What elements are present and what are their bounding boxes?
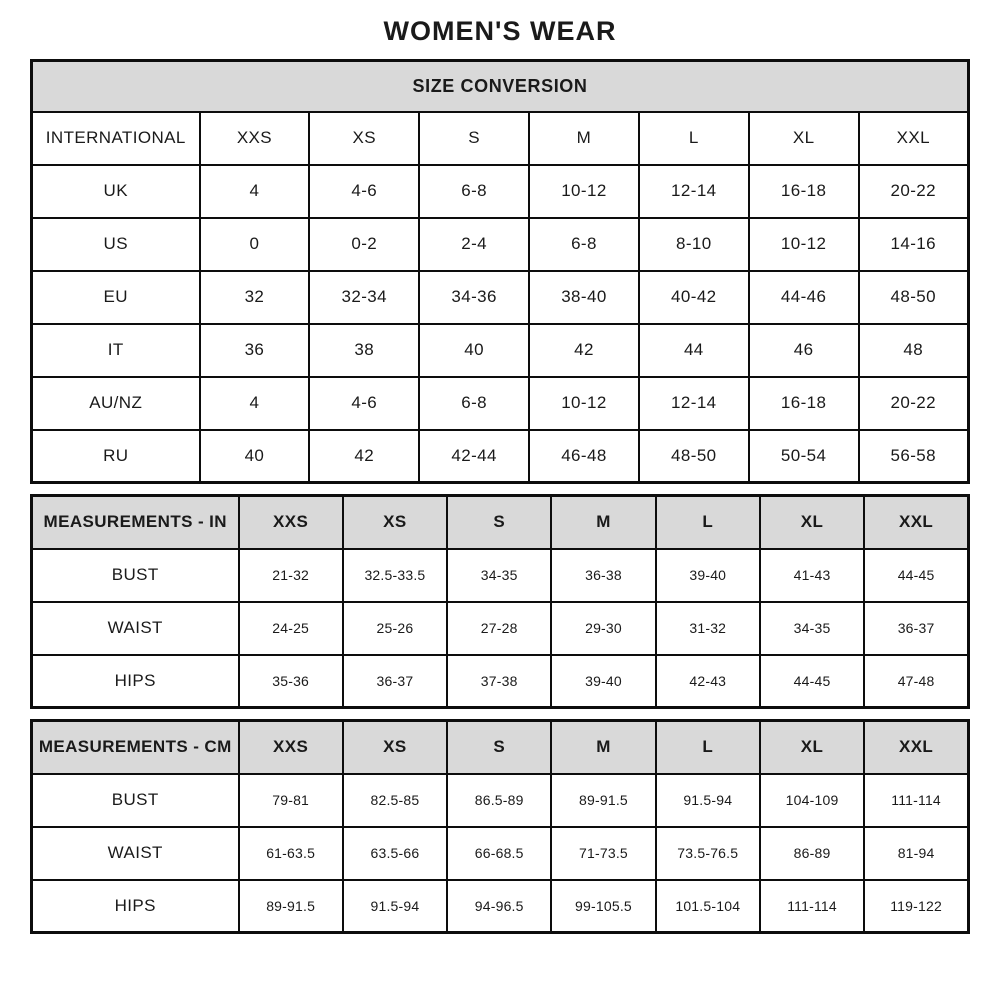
value-cell: 89-91.5 [551,774,655,827]
value-cell: 12-14 [639,377,749,430]
value-cell: 16-18 [749,165,859,218]
table-row [32,827,969,880]
value-cell: 40 [419,324,529,377]
value-cell: 14-16 [859,218,969,271]
value-cell: 101.5-104 [656,880,760,933]
row-label: WAIST [32,827,239,880]
value-cell: 21-32 [239,549,343,602]
value-cell: 0 [200,218,310,271]
header-label: MEASUREMENTS - IN [32,496,239,549]
value-cell: 89-91.5 [239,880,343,933]
value-cell: 38-40 [529,271,639,324]
value-cell: 61-63.5 [239,827,343,880]
table-row [32,271,969,324]
value-cell: 29-30 [551,602,655,655]
value-cell: 119-122 [864,880,968,933]
table-title-row [32,61,969,112]
value-cell: XS [309,112,419,165]
value-cell: 36-37 [864,602,968,655]
value-cell: 34-35 [447,549,551,602]
value-cell: 38 [309,324,419,377]
value-cell: 20-22 [859,165,969,218]
header-label: MEASUREMENTS - CM [32,721,239,774]
value-cell: 46-48 [529,430,639,483]
value-cell: 34-35 [760,602,864,655]
row-label: US [32,218,200,271]
value-cell: 8-10 [639,218,749,271]
value-cell: 2-4 [419,218,529,271]
value-cell: 25-26 [343,602,447,655]
value-cell: 111-114 [760,880,864,933]
value-cell: 82.5-85 [343,774,447,827]
header-size-cell: L [656,496,760,549]
header-size-cell: XXS [239,496,343,549]
value-cell: 40 [200,430,310,483]
value-cell: 86-89 [760,827,864,880]
page-title: WOMEN'S WEAR [383,16,617,46]
value-cell: 42-44 [419,430,529,483]
value-cell: 39-40 [551,655,655,708]
table-header-row [32,496,969,549]
row-label: RU [32,430,200,483]
table-row [32,324,969,377]
value-cell: 111-114 [864,774,968,827]
row-label: EU [32,271,200,324]
value-cell: 36-37 [343,655,447,708]
value-cell: 36 [200,324,310,377]
value-cell: XXS [200,112,310,165]
row-label: BUST [32,549,239,602]
value-cell: 63.5-66 [343,827,447,880]
value-cell: 4 [200,377,310,430]
value-cell: 42 [529,324,639,377]
value-cell: L [639,112,749,165]
value-cell: 32.5-33.5 [343,549,447,602]
table-row [32,549,969,602]
row-label: WAIST [32,602,239,655]
value-cell: 42-43 [656,655,760,708]
value-cell: 81-94 [864,827,968,880]
value-cell: 6-8 [529,218,639,271]
header-size-cell: M [551,721,655,774]
value-cell: 4-6 [309,165,419,218]
value-cell: XL [749,112,859,165]
value-cell: 48-50 [859,271,969,324]
row-label: HIPS [32,655,239,708]
value-cell: 6-8 [419,377,529,430]
table-row [32,218,969,271]
value-cell: 56-58 [859,430,969,483]
value-cell: 66-68.5 [447,827,551,880]
value-cell: S [419,112,529,165]
value-cell: 36-38 [551,549,655,602]
header-size-cell: XXL [864,496,968,549]
table-row [32,430,969,483]
value-cell: 44-45 [760,655,864,708]
header-size-cell: M [551,496,655,549]
header-size-cell: L [656,721,760,774]
value-cell: 40-42 [639,271,749,324]
value-cell: 10-12 [529,165,639,218]
header-size-cell: XL [760,721,864,774]
table-row [32,165,969,218]
value-cell: 32-34 [309,271,419,324]
value-cell: 104-109 [760,774,864,827]
measurements-in-table [30,494,970,709]
value-cell: 71-73.5 [551,827,655,880]
value-cell: 79-81 [239,774,343,827]
value-cell: 86.5-89 [447,774,551,827]
value-cell: 48 [859,324,969,377]
value-cell: 16-18 [749,377,859,430]
row-label: BUST [32,774,239,827]
header-size-cell: S [447,721,551,774]
value-cell: 12-14 [639,165,749,218]
value-cell: 46 [749,324,859,377]
value-cell: 73.5-76.5 [656,827,760,880]
header-size-cell: XS [343,721,447,774]
value-cell: 37-38 [447,655,551,708]
value-cell: 4 [200,165,310,218]
header-size-cell: XL [760,496,864,549]
value-cell: 10-12 [529,377,639,430]
value-cell: 91.5-94 [343,880,447,933]
value-cell: 94-96.5 [447,880,551,933]
header-size-cell: S [447,496,551,549]
value-cell: 31-32 [656,602,760,655]
row-label: AU/NZ [32,377,200,430]
value-cell: 24-25 [239,602,343,655]
value-cell: M [529,112,639,165]
measurements-cm-table [30,719,970,934]
table-header-row [32,721,969,774]
value-cell: 42 [309,430,419,483]
table-title: SIZE CONVERSION [32,61,969,112]
value-cell: 4-6 [309,377,419,430]
table-row [32,655,969,708]
value-cell: 6-8 [419,165,529,218]
row-label: HIPS [32,880,239,933]
value-cell: 44 [639,324,749,377]
size-conversion-table [30,59,970,484]
header-size-cell: XS [343,496,447,549]
value-cell: 0-2 [309,218,419,271]
value-cell: XXL [859,112,969,165]
value-cell: 41-43 [760,549,864,602]
row-label: UK [32,165,200,218]
value-cell: 99-105.5 [551,880,655,933]
value-cell: 39-40 [656,549,760,602]
value-cell: 91.5-94 [656,774,760,827]
value-cell: 50-54 [749,430,859,483]
value-cell: 27-28 [447,602,551,655]
header-size-cell: XXS [239,721,343,774]
table-row [32,112,969,165]
value-cell: 34-36 [419,271,529,324]
value-cell: 20-22 [859,377,969,430]
table-row [32,602,969,655]
value-cell: 47-48 [864,655,968,708]
row-label: INTERNATIONAL [32,112,200,165]
table-row [32,880,969,933]
value-cell: 32 [200,271,310,324]
row-label: IT [32,324,200,377]
header-size-cell: XXL [864,721,968,774]
table-row [32,377,969,430]
value-cell: 44-46 [749,271,859,324]
value-cell: 10-12 [749,218,859,271]
value-cell: 48-50 [639,430,749,483]
value-cell: 44-45 [864,549,968,602]
table-row [32,774,969,827]
value-cell: 35-36 [239,655,343,708]
